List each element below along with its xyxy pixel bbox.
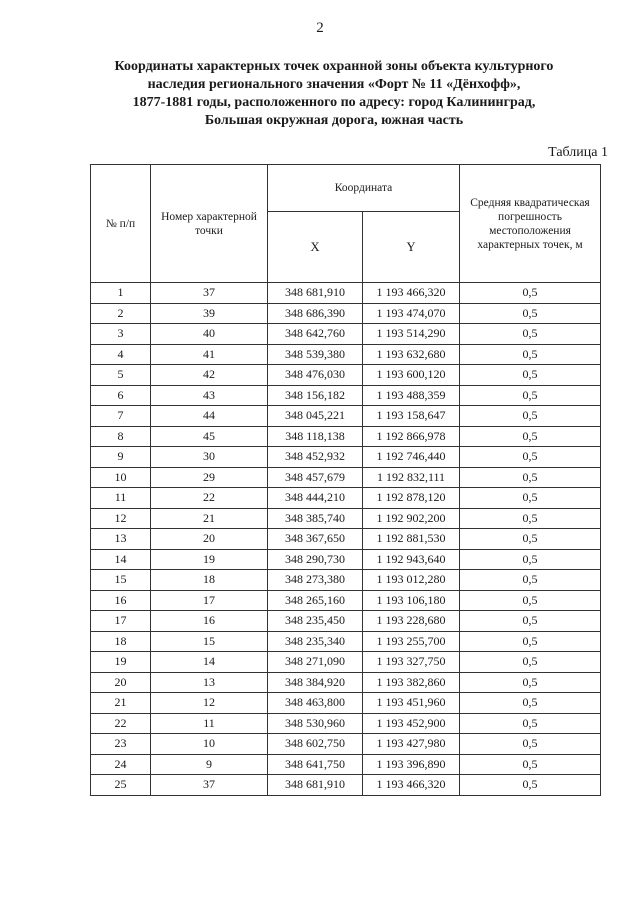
table-row bbox=[91, 365, 601, 386]
cell-point-number: 22 bbox=[151, 488, 268, 509]
cell-error: 0,5 bbox=[460, 344, 601, 365]
cell-error: 0,5 bbox=[460, 488, 601, 509]
cell-point-number: 44 bbox=[151, 406, 268, 427]
cell-error: 0,5 bbox=[460, 426, 601, 447]
cell-x: 348 385,740 bbox=[268, 508, 363, 529]
cell-index: 12 bbox=[91, 508, 151, 529]
cell-y: 1 193 106,180 bbox=[363, 590, 460, 611]
cell-index: 25 bbox=[91, 775, 151, 796]
cell-point-number: 14 bbox=[151, 652, 268, 673]
header-error: Средняя квадратическая погрешность местоположения характерных точек, м bbox=[460, 165, 601, 283]
cell-y: 1 193 600,120 bbox=[363, 365, 460, 386]
cell-point-number: 17 bbox=[151, 590, 268, 611]
cell-point-number: 40 bbox=[151, 324, 268, 345]
cell-point-number: 9 bbox=[151, 754, 268, 775]
cell-error: 0,5 bbox=[460, 631, 601, 652]
cell-point-number: 16 bbox=[151, 611, 268, 632]
document-title bbox=[60, 58, 608, 130]
cell-y: 1 193 466,320 bbox=[363, 283, 460, 304]
table-row bbox=[91, 672, 601, 693]
cell-index: 11 bbox=[91, 488, 151, 509]
cell-index: 14 bbox=[91, 549, 151, 570]
cell-error: 0,5 bbox=[460, 283, 601, 304]
table-row bbox=[91, 344, 601, 365]
cell-y: 1 193 632,680 bbox=[363, 344, 460, 365]
cell-point-number: 37 bbox=[151, 283, 268, 304]
table-row bbox=[91, 385, 601, 406]
header-index: № п/п bbox=[91, 165, 151, 283]
cell-y: 1 193 396,890 bbox=[363, 754, 460, 775]
cell-index: 21 bbox=[91, 693, 151, 714]
cell-point-number: 20 bbox=[151, 529, 268, 550]
title-line: 1877-1881 годы, расположенного по адресу: город Калининград, bbox=[132, 95, 536, 110]
cell-error: 0,5 bbox=[460, 590, 601, 611]
cell-x: 348 444,210 bbox=[268, 488, 363, 509]
cell-x: 348 681,910 bbox=[268, 775, 363, 796]
table-row bbox=[91, 488, 601, 509]
cell-error: 0,5 bbox=[460, 693, 601, 714]
cell-index: 6 bbox=[91, 385, 151, 406]
cell-x: 348 118,138 bbox=[268, 426, 363, 447]
page-number: 2 bbox=[316, 20, 324, 36]
table-row bbox=[91, 303, 601, 324]
cell-error: 0,5 bbox=[460, 365, 601, 386]
table-row bbox=[91, 426, 601, 447]
header-x: X bbox=[268, 212, 363, 283]
title-line: Большая окружная дорога, южная часть bbox=[204, 113, 464, 128]
cell-point-number: 43 bbox=[151, 385, 268, 406]
cell-error: 0,5 bbox=[460, 549, 601, 570]
cell-y: 1 193 514,290 bbox=[363, 324, 460, 345]
cell-index: 9 bbox=[91, 447, 151, 468]
cell-error: 0,5 bbox=[460, 754, 601, 775]
cell-y: 1 193 382,860 bbox=[363, 672, 460, 693]
table-row bbox=[91, 283, 601, 304]
table-row bbox=[91, 549, 601, 570]
cell-error: 0,5 bbox=[460, 611, 601, 632]
cell-index: 2 bbox=[91, 303, 151, 324]
cell-x: 348 271,090 bbox=[268, 652, 363, 673]
cell-y: 1 193 488,359 bbox=[363, 385, 460, 406]
cell-x: 348 602,750 bbox=[268, 734, 363, 755]
cell-point-number: 45 bbox=[151, 426, 268, 447]
cell-y: 1 193 451,960 bbox=[363, 693, 460, 714]
cell-x: 348 539,380 bbox=[268, 344, 363, 365]
cell-y: 1 193 012,280 bbox=[363, 570, 460, 591]
cell-error: 0,5 bbox=[460, 447, 601, 468]
title-line: Координаты характерных точек охранной зоны объекта культурного bbox=[114, 59, 554, 74]
table-row bbox=[91, 324, 601, 345]
cell-index: 16 bbox=[91, 590, 151, 611]
table-row bbox=[91, 467, 601, 488]
cell-x: 348 384,920 bbox=[268, 672, 363, 693]
coordinates-table bbox=[90, 164, 601, 796]
cell-index: 15 bbox=[91, 570, 151, 591]
cell-error: 0,5 bbox=[460, 529, 601, 550]
cell-error: 0,5 bbox=[460, 713, 601, 734]
cell-y: 1 193 228,680 bbox=[363, 611, 460, 632]
cell-x: 348 530,960 bbox=[268, 713, 363, 734]
cell-point-number: 39 bbox=[151, 303, 268, 324]
cell-point-number: 11 bbox=[151, 713, 268, 734]
cell-y: 1 193 452,900 bbox=[363, 713, 460, 734]
cell-y: 1 193 466,320 bbox=[363, 775, 460, 796]
cell-index: 10 bbox=[91, 467, 151, 488]
cell-index: 18 bbox=[91, 631, 151, 652]
table-row bbox=[91, 713, 601, 734]
table-row bbox=[91, 693, 601, 714]
cell-x: 348 476,030 bbox=[268, 365, 363, 386]
table-row bbox=[91, 775, 601, 796]
table-row bbox=[91, 406, 601, 427]
cell-y: 1 192 866,978 bbox=[363, 426, 460, 447]
table-row bbox=[91, 529, 601, 550]
table-row bbox=[91, 734, 601, 755]
table-body bbox=[91, 283, 601, 796]
cell-x: 348 156,182 bbox=[268, 385, 363, 406]
cell-index: 13 bbox=[91, 529, 151, 550]
cell-error: 0,5 bbox=[460, 734, 601, 755]
cell-point-number: 10 bbox=[151, 734, 268, 755]
header-coordinate: Координата bbox=[268, 165, 460, 212]
cell-x: 348 367,650 bbox=[268, 529, 363, 550]
cell-point-number: 41 bbox=[151, 344, 268, 365]
cell-y: 1 192 832,111 bbox=[363, 467, 460, 488]
cell-point-number: 30 bbox=[151, 447, 268, 468]
cell-point-number: 42 bbox=[151, 365, 268, 386]
cell-y: 1 192 902,200 bbox=[363, 508, 460, 529]
cell-point-number: 19 bbox=[151, 549, 268, 570]
cell-point-number: 29 bbox=[151, 467, 268, 488]
cell-x: 348 681,910 bbox=[268, 283, 363, 304]
cell-point-number: 12 bbox=[151, 693, 268, 714]
cell-x: 348 265,160 bbox=[268, 590, 363, 611]
cell-x: 348 463,800 bbox=[268, 693, 363, 714]
cell-error: 0,5 bbox=[460, 385, 601, 406]
cell-point-number: 13 bbox=[151, 672, 268, 693]
cell-index: 24 bbox=[91, 754, 151, 775]
cell-x: 348 686,390 bbox=[268, 303, 363, 324]
cell-error: 0,5 bbox=[460, 324, 601, 345]
table-row bbox=[91, 447, 601, 468]
cell-index: 22 bbox=[91, 713, 151, 734]
cell-x: 348 235,450 bbox=[268, 611, 363, 632]
table-row bbox=[91, 631, 601, 652]
cell-y: 1 192 746,440 bbox=[363, 447, 460, 468]
cell-index: 5 bbox=[91, 365, 151, 386]
cell-y: 1 193 427,980 bbox=[363, 734, 460, 755]
cell-error: 0,5 bbox=[460, 775, 601, 796]
cell-error: 0,5 bbox=[460, 508, 601, 529]
cell-point-number: 18 bbox=[151, 570, 268, 591]
header-point-number: Номер характерной точки bbox=[151, 165, 268, 283]
cell-index: 19 bbox=[91, 652, 151, 673]
cell-error: 0,5 bbox=[460, 467, 601, 488]
cell-x: 348 452,932 bbox=[268, 447, 363, 468]
cell-x: 348 641,750 bbox=[268, 754, 363, 775]
cell-point-number: 37 bbox=[151, 775, 268, 796]
cell-point-number: 21 bbox=[151, 508, 268, 529]
cell-index: 1 bbox=[91, 283, 151, 304]
cell-point-number: 15 bbox=[151, 631, 268, 652]
cell-x: 348 642,760 bbox=[268, 324, 363, 345]
cell-x: 348 235,340 bbox=[268, 631, 363, 652]
cell-y: 1 192 943,640 bbox=[363, 549, 460, 570]
table-row bbox=[91, 570, 601, 591]
cell-y: 1 192 881,530 bbox=[363, 529, 460, 550]
cell-error: 0,5 bbox=[460, 570, 601, 591]
cell-index: 7 bbox=[91, 406, 151, 427]
table-caption: Таблица 1 bbox=[548, 145, 608, 160]
cell-x: 348 045,221 bbox=[268, 406, 363, 427]
title-line: наследия регионального значения «Форт № 11 «Дёнхофф», bbox=[147, 77, 521, 92]
cell-index: 17 bbox=[91, 611, 151, 632]
table-row bbox=[91, 652, 601, 673]
cell-error: 0,5 bbox=[460, 406, 601, 427]
cell-index: 20 bbox=[91, 672, 151, 693]
cell-error: 0,5 bbox=[460, 672, 601, 693]
cell-x: 348 457,679 bbox=[268, 467, 363, 488]
cell-index: 23 bbox=[91, 734, 151, 755]
cell-y: 1 193 474,070 bbox=[363, 303, 460, 324]
header-y: Y bbox=[363, 212, 460, 283]
cell-index: 4 bbox=[91, 344, 151, 365]
cell-y: 1 192 878,120 bbox=[363, 488, 460, 509]
cell-y: 1 193 327,750 bbox=[363, 652, 460, 673]
cell-x: 348 290,730 bbox=[268, 549, 363, 570]
cell-error: 0,5 bbox=[460, 652, 601, 673]
table-row bbox=[91, 611, 601, 632]
cell-y: 1 193 255,700 bbox=[363, 631, 460, 652]
table-row bbox=[91, 590, 601, 611]
table-row bbox=[91, 508, 601, 529]
cell-x: 348 273,380 bbox=[268, 570, 363, 591]
cell-error: 0,5 bbox=[460, 303, 601, 324]
cell-index: 3 bbox=[91, 324, 151, 345]
cell-y: 1 193 158,647 bbox=[363, 406, 460, 427]
cell-index: 8 bbox=[91, 426, 151, 447]
table-row bbox=[91, 754, 601, 775]
